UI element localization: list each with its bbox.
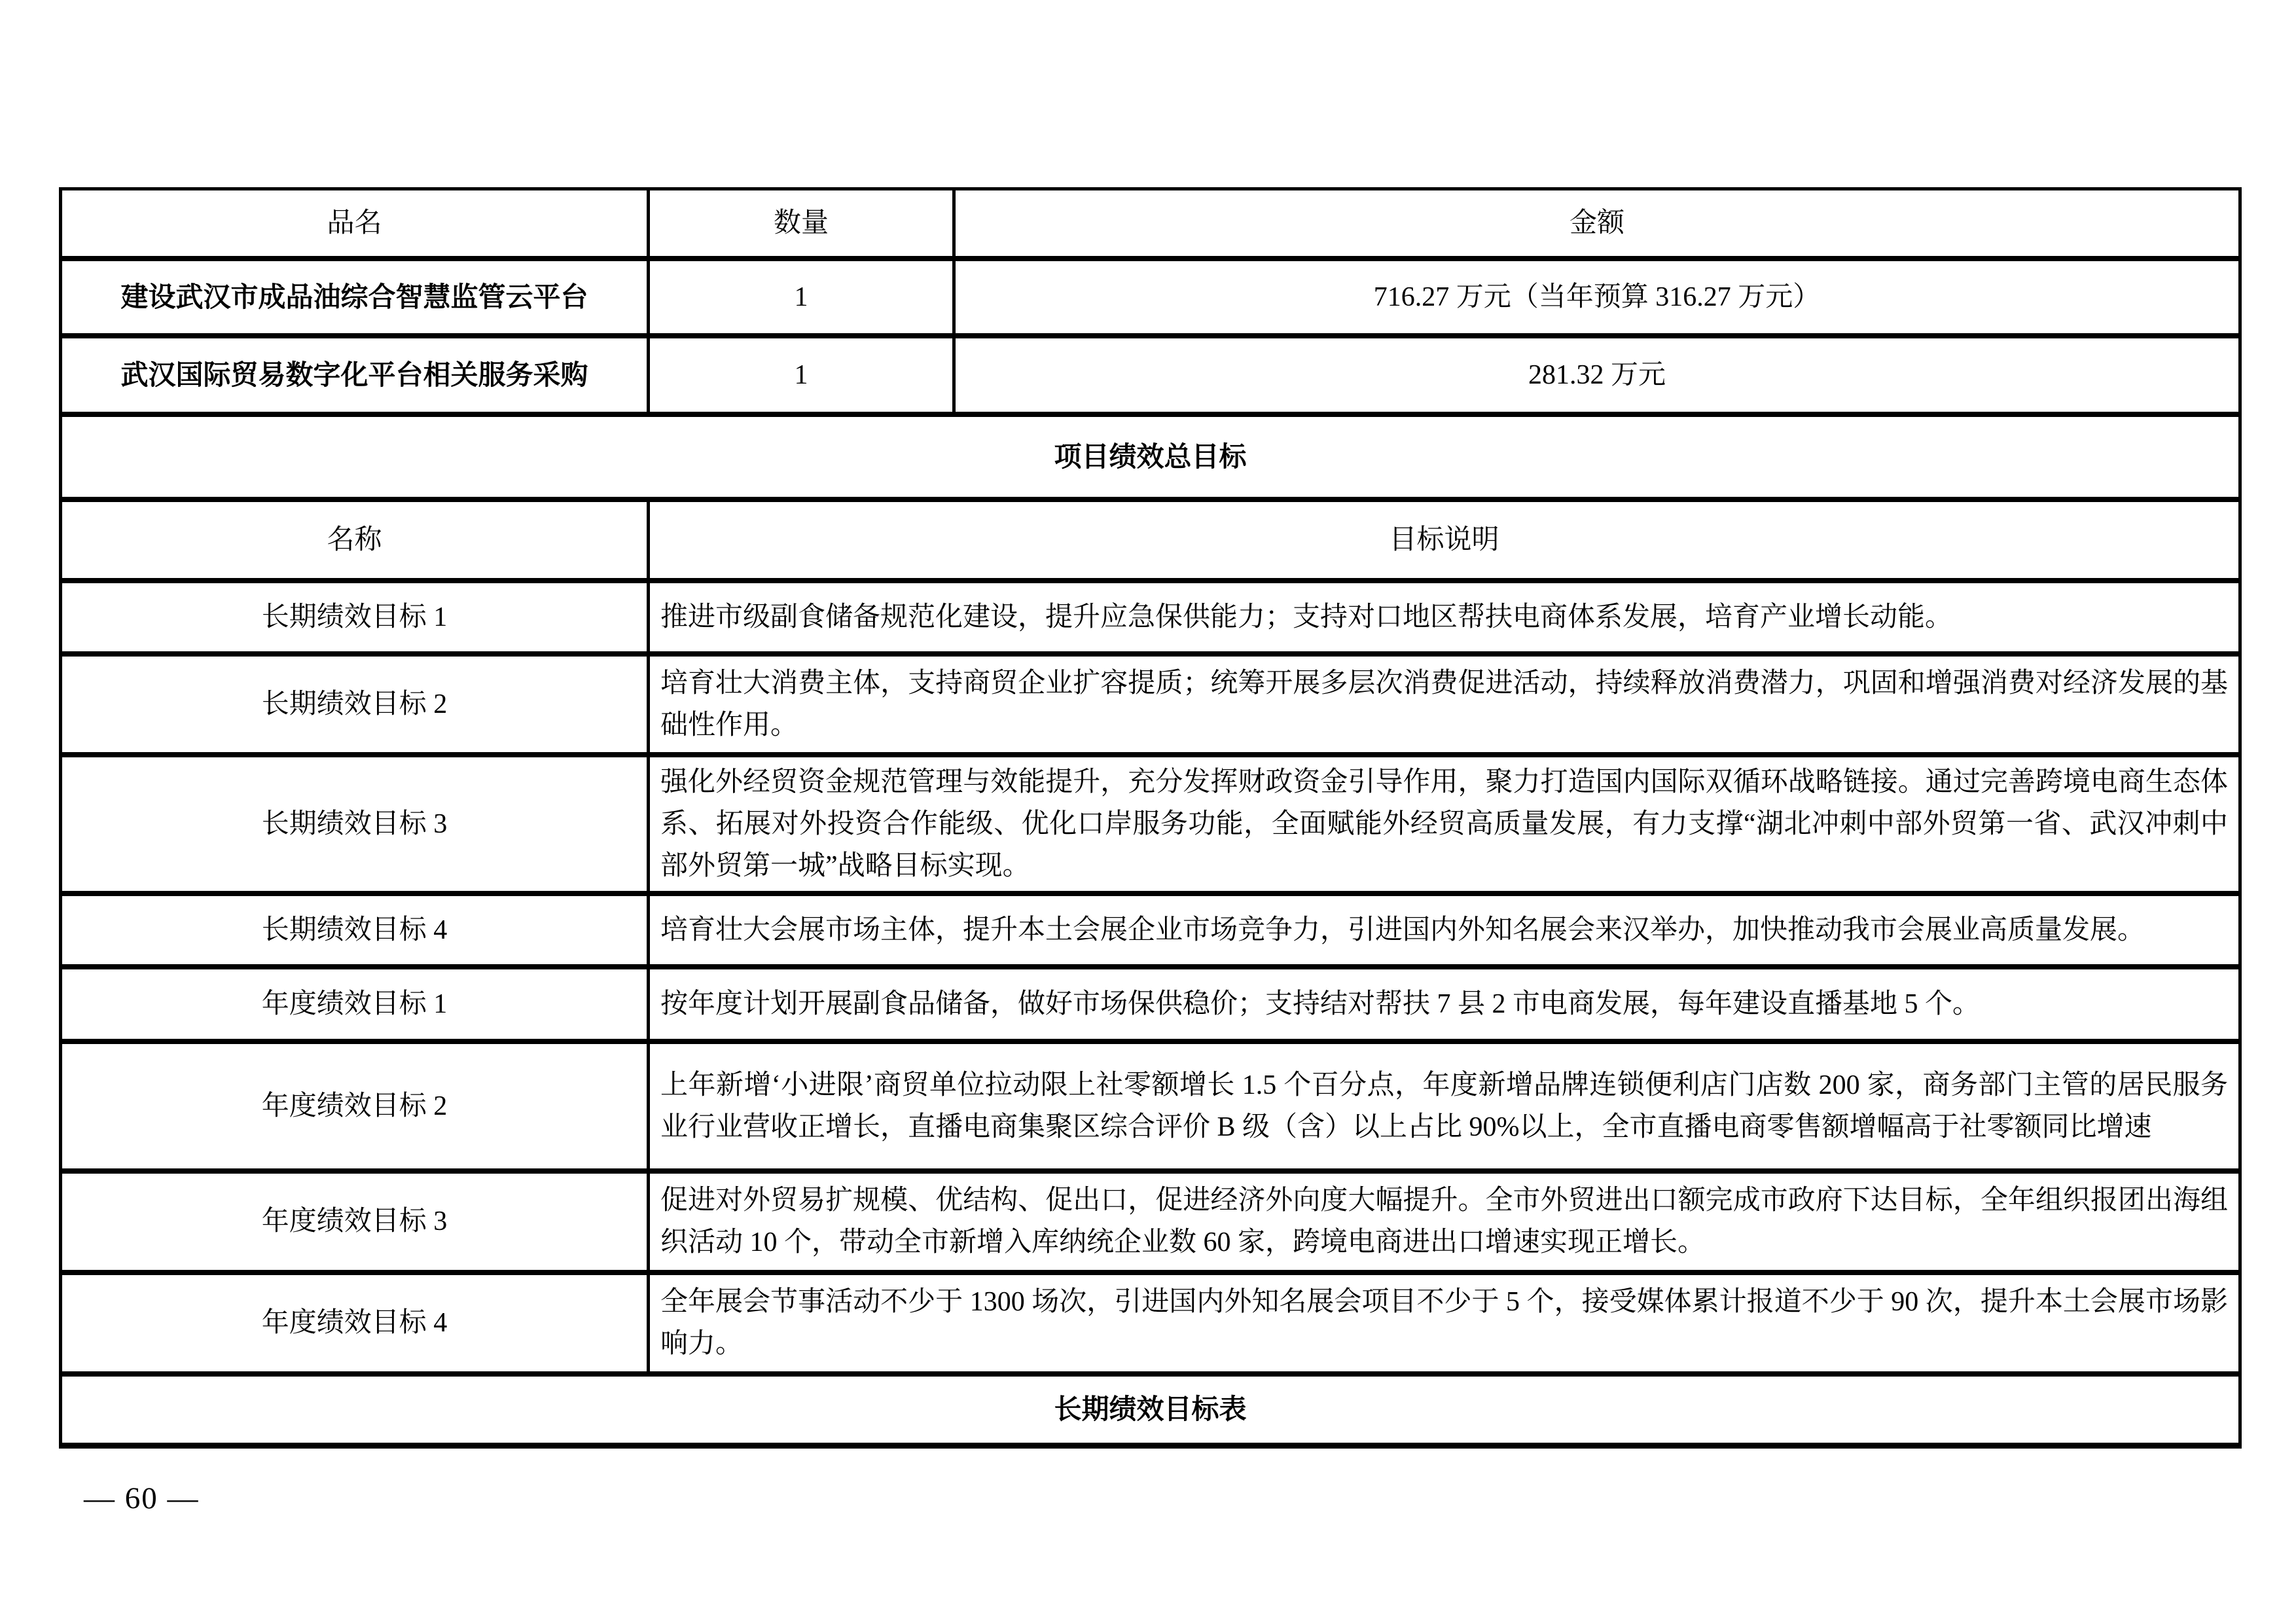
goal-description-cell: 上年新增‘小进限’商贸单位拉动限上社零额增长 1.5 个百分点，年度新增品牌连锁便利店门店数 200 家，商务部门主管的居民服务业行业营收正增长，直播电商集聚区综合评价 B 级（含）以上占比 90%以上，全市直播电商零售额增幅高于社零额同比增速	[649, 1041, 2240, 1171]
goal-label-cell: 长期绩效目标 3	[61, 755, 649, 893]
item-name-cell: 建设武汉市成品油综合智慧监管云平台	[61, 259, 649, 336]
goal-description-cell: 培育壮大消费主体，支持商贸企业扩容提质；统筹开展多层次消费促进活动，持续释放消费潜力，巩固和增强消费对经济发展的基础性作用。	[649, 654, 2240, 755]
goal-row	[61, 654, 2240, 755]
purchase-quantity-header: 数量	[649, 189, 954, 259]
purchase-amount-header: 金额	[954, 189, 2240, 259]
item-name-cell: 武汉国际贸易数字化平台相关服务采购	[61, 336, 649, 414]
long-term-goal-table-title-row	[61, 1374, 2240, 1446]
goal-header-row	[61, 499, 2240, 581]
goal-description-header: 目标说明	[649, 499, 2240, 581]
goal-name-header: 名称	[61, 499, 649, 581]
purchase-header-row	[61, 189, 2240, 259]
goal-row	[61, 1171, 2240, 1272]
item-quantity-cell: 1	[649, 259, 954, 336]
purchase-name-header: 品名	[61, 189, 649, 259]
goal-description-cell: 按年度计划开展副食品储备，做好市场保供稳价；支持结对帮扶 7 县 2 市电商发展，每年建设直播基地 5 个。	[649, 967, 2240, 1041]
goal-description-cell: 促进对外贸易扩规模、优结构、促出口，促进经济外向度大幅提升。全市外贸进出口额完成市政府下达目标，全年组织报团出海组织活动 10 个，带动全市新增入库纳统企业数 60 家，跨境电商进出口增速实现正增长。	[649, 1171, 2240, 1272]
item-quantity-cell: 1	[649, 336, 954, 414]
goal-label-cell: 长期绩效目标 1	[61, 581, 649, 654]
goal-label-cell: 长期绩效目标 2	[61, 654, 649, 755]
goal-description-cell: 全年展会节事活动不少于 1300 场次，引进国内外知名展会项目不少于 5 个，接受媒体累计报道不少于 90 次，提升本土会展市场影响力。	[649, 1272, 2240, 1374]
performance-section-title-row	[61, 414, 2240, 499]
item-amount-cell: 281.32 万元	[954, 336, 2240, 414]
goal-description-cell: 强化外经贸资金规范管理与效能提升，充分发挥财政资金引导作用，聚力打造国内国际双循环战略链接。通过完善跨境电商生态体系、拓展对外投资合作能级、优化口岸服务功能，全面赋能外经贸高质量发展，有力支撑“湖北冲刺中部外贸第一省、武汉冲刺中部外贸第一城”战略目标实现。	[649, 755, 2240, 893]
goal-row	[61, 967, 2240, 1041]
goal-row	[61, 1272, 2240, 1374]
long-term-goal-table-title: 长期绩效目标表	[61, 1374, 2240, 1446]
item-amount-cell: 716.27 万元（当年预算 316.27 万元）	[954, 259, 2240, 336]
goal-row	[61, 1041, 2240, 1171]
purchase-item-row	[61, 259, 2240, 336]
goal-row	[61, 893, 2240, 967]
goal-label-cell: 年度绩效目标 4	[61, 1272, 649, 1374]
goal-label-cell: 年度绩效目标 2	[61, 1041, 649, 1171]
purchase-item-row	[61, 336, 2240, 414]
goal-description-cell: 培育壮大会展市场主体，提升本土会展企业市场竞争力，引进国内外知名展会来汉举办，加快推动我市会展业高质量发展。	[649, 893, 2240, 967]
goal-label-cell: 年度绩效目标 1	[61, 967, 649, 1041]
goal-label-cell: 年度绩效目标 3	[61, 1171, 649, 1272]
goal-row	[61, 581, 2240, 654]
goal-label-cell: 长期绩效目标 4	[61, 893, 649, 967]
goal-description-cell: 推进市级副食储备规范化建设，提升应急保供能力；支持对口地区帮扶电商体系发展，培育产业增长动能。	[649, 581, 2240, 654]
goal-row	[61, 755, 2240, 893]
budget-performance-table	[59, 187, 2242, 1449]
page-number: — 60 —	[84, 1481, 200, 1515]
performance-section-title: 项目绩效总目标	[61, 414, 2240, 499]
